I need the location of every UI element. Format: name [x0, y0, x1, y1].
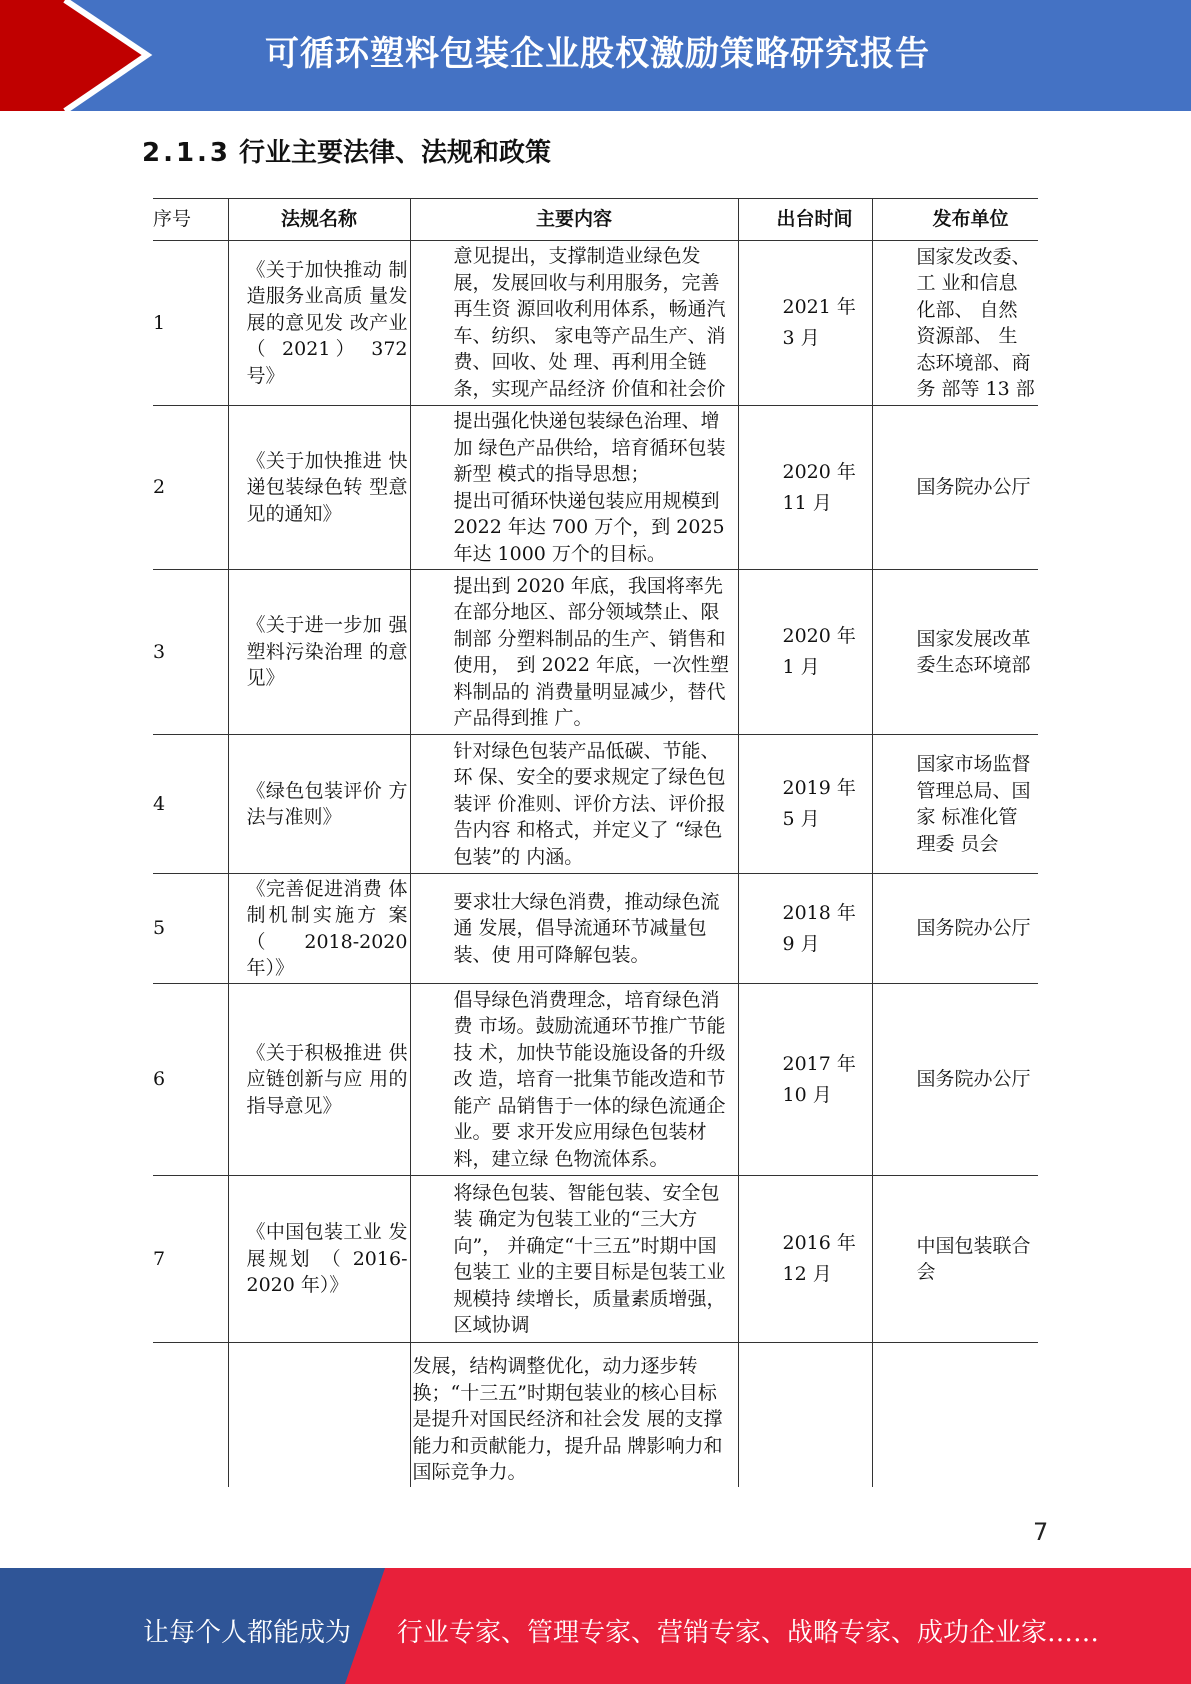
table-header-row	[153, 199, 1038, 241]
page-footer	[0, 1568, 1191, 1684]
row-content	[410, 241, 738, 406]
header-arrow-icon	[0, 0, 155, 111]
row-index: 4	[153, 735, 228, 874]
row-name: 《中国包装工业 发展规划 （ 2016-2020 年）》	[228, 1176, 410, 1343]
header-name: 法规名称	[228, 199, 410, 241]
row-index: 6	[153, 984, 228, 1176]
table-row	[153, 874, 1038, 984]
row-name: 《绿色包装评价 方法与准则》	[228, 735, 410, 874]
row-content: 要求壮大绿色消费，推动绿色流通 发展，倡导流通环节减量包装、使 用可降解包装。	[410, 874, 738, 984]
row-unit: 中国包装联合会	[872, 1176, 1038, 1343]
row-date: 2019 年 5 月	[738, 735, 872, 874]
header-content: 主要内容	[410, 199, 738, 241]
footer-slogan-left: 让每个人都能成为	[143, 1618, 352, 1648]
row-name: 《关于积极推进 供应链创新与应 用的指导意见》	[228, 984, 410, 1176]
row-unit: 国务院办公厅	[872, 984, 1038, 1176]
row-date: 2016 年 12 月	[738, 1176, 872, 1343]
row-content: 倡导绿色消费理念，培育绿色消费 市场。鼓励流通环节推广节能技 术，加快节能设施设备的升级改 造，培育一批集节能改造和节能产 品销售于一体的绿色流通企业。要 求开发应用绿色包装材料，建立绿 色物流体系。	[410, 984, 738, 1176]
row-name: 《关于进一步加 强塑料污染治理 的意见》	[228, 570, 410, 735]
row-date: 2018 年 9 月	[738, 874, 872, 984]
row-content-text: 意见提出，支撑制造业绿色发展，发展回收与利用服务，完善再生资 源回收利用体系，畅通汽车、纺织、 家电等产品生产、消费、回收、处 理、再利用全链条，实现产品经济 价值和社会价	[453, 245, 726, 400]
row-unit: 国家发展改革委生态环境部	[872, 570, 1038, 735]
row-date: 2020 年 11 月	[738, 406, 872, 570]
section-number: 2.1.3	[142, 138, 232, 168]
row-date: 2017 年 10 月	[738, 984, 872, 1176]
row-index: 3	[153, 570, 228, 735]
row-unit: 国家市场监督管理总局、国家 标准化管理委 员会	[872, 735, 1038, 874]
footer-slogan-right: 行业专家、管理专家、营销专家、战略专家、成功企业家……	[397, 1618, 1100, 1648]
row-index: 7	[153, 1176, 228, 1343]
row-index: 5	[153, 874, 228, 984]
table-row	[153, 570, 1038, 735]
report-title: 可循环塑料包装企业股权激励策略研究报告	[265, 34, 930, 74]
row-name: 《关于加快推进 快递包装绿色转 型意见的通知》	[228, 406, 410, 570]
row-index: 1	[153, 241, 228, 406]
table-row	[153, 1176, 1038, 1343]
page-number: 7	[1033, 1518, 1049, 1546]
section-title: 行业主要法律、法规和政策	[239, 138, 552, 168]
row-unit-empty	[872, 1343, 1038, 1487]
header-unit: 发布单位	[872, 199, 1038, 241]
table-row	[153, 406, 1038, 570]
row-unit: 国家发改委、工 业和信息化部、 自然资源部、 生态环境部、商务 部等 13 部	[872, 241, 1038, 406]
row-name-empty	[228, 1343, 410, 1487]
row-index-empty	[153, 1343, 228, 1487]
row-unit: 国务院办公厅	[872, 406, 1038, 570]
page-header	[0, 0, 1191, 111]
header-index: 序号	[153, 199, 228, 241]
row-content-continued: 发展，结构调整优化，动力逐步转换；“十三五”时期包装业的核心目标是提升对国民经济和社会发 展的支撑能力和贡献能力，提升品 牌影响力和国际竞争力。	[410, 1343, 738, 1487]
section-heading	[142, 132, 551, 169]
row-date: 2021 年 3 月	[738, 241, 872, 406]
table-row	[153, 984, 1038, 1176]
row-name: 《关于加快推动 制造服务业高质 量发展的意见发 改产业 （ 2021） 372 号》	[228, 241, 410, 406]
table-row	[153, 735, 1038, 874]
row-content: 提出强化快递包装绿色治理、增加 绿色产品供给，培育循环包装新型 模式的指导思想； 提出可循环快递包装应用规模到 2022 年达 700 万个，到 2025 年达 1000 万个的目标。	[410, 406, 738, 570]
row-name: 《完善促进消费 体制机制实施方 案（2018-2020 年）》	[228, 874, 410, 984]
row-content: 提出到 2020 年底，我国将率先在部分地区、部分领域禁止、限制部 分塑料制品的生产、销售和使用， 到 2022 年底，一次性塑料制品的 消费量明显减少，替代产品得到推 广。	[410, 570, 738, 735]
table-row-continuation	[153, 1343, 1038, 1487]
row-index: 2	[153, 406, 228, 570]
row-content: 针对绿色包装产品低碳、节能、环 保、安全的要求规定了绿色包装评 价准则、评价方法、评价报告内容 和格式，并定义了 “绿色包装”的 内涵。	[410, 735, 738, 874]
table-row	[153, 241, 1038, 406]
header-date: 出台时间	[738, 199, 872, 241]
row-date: 2020 年 1 月	[738, 570, 872, 735]
row-content: 将绿色包装、智能包装、安全包装 确定为包装工业的“三大方向”， 并确定“十三五”时期中国包装工 业的主要目标是包装工业规模持 续增长，质量素质增强，区域协调	[410, 1176, 738, 1343]
policy-table	[153, 198, 1038, 1487]
row-date-empty	[738, 1343, 872, 1487]
row-unit: 国务院办公厅	[872, 874, 1038, 984]
